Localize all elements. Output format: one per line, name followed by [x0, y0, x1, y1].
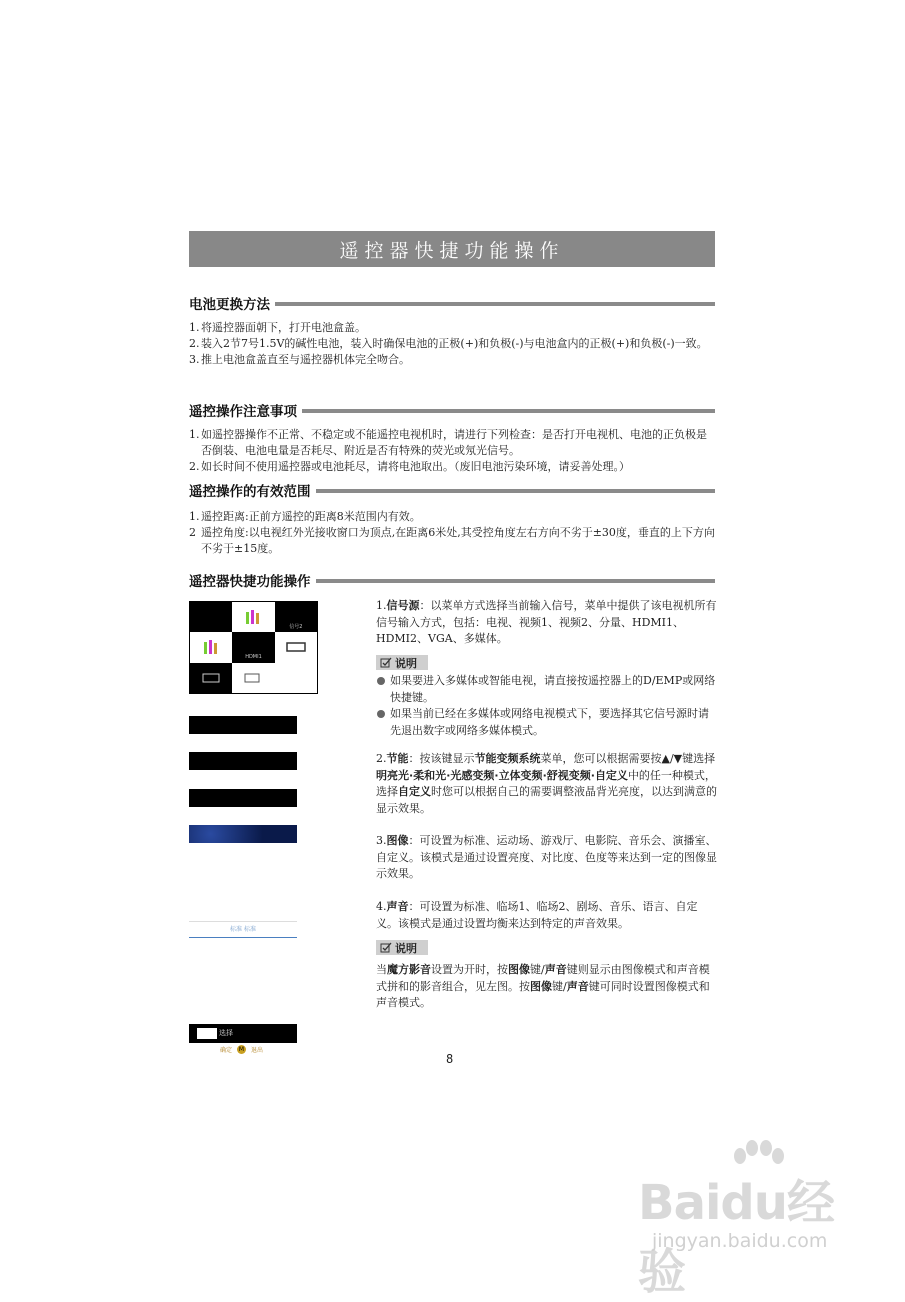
page-title: 遥控器快捷功能操作 [339, 239, 565, 262]
confirm-row [220, 1045, 263, 1054]
select-label: 选择 [219, 1029, 233, 1037]
energy-menu-bar [189, 752, 297, 770]
watermark-brand: Baidu经验 [638, 1175, 834, 1300]
sound-mode-label: 标准 标准 [189, 921, 297, 938]
heading-rule [316, 489, 716, 493]
picture-mode-bar [189, 825, 297, 843]
list-item: 1. 如遥控器操作不正常、不稳定或不能遥控电视机时，请进行下列检查：是否打开电视机、电池的正负极是否倒装、电池电量是否耗尽、附近是否有特殊的荧光或氖光信号。 [189, 428, 707, 457]
grid-cell [190, 663, 232, 693]
page-number: 8 [446, 1052, 454, 1066]
page-title-bar [189, 231, 715, 267]
heading-rule [302, 409, 715, 413]
watermark-url: jingyan.baidu.com [652, 1230, 828, 1252]
section-heading-range [189, 480, 715, 500]
grid-cell-hdmi1: HDMI1 [232, 632, 274, 662]
notice-list [189, 427, 717, 475]
heading-text: 遥控器快捷功能操作 [189, 574, 311, 590]
range-list [189, 509, 717, 557]
select-bar [189, 1024, 297, 1043]
list-item: 如果当前已经在多媒体或网络电视模式下，要选择其它信号源时请先退出数字或网络多媒体模式。 [376, 706, 718, 739]
combo-note-paragraph: 当魔方影音设置为开时，按图像键/声音键则显示由图像模式和声音模式拼和的影音组合，见左图。按图像键/声音键可同时设置图像模式和声音模式。 [376, 963, 710, 1009]
component-icon [242, 672, 264, 684]
grid-cell [232, 602, 274, 632]
list-item: 1. 遥控距离:正前方遥控的距离8米范围内有效。 [189, 510, 421, 523]
confirm-label: 确定 [220, 1047, 233, 1054]
section-heading-notice [189, 400, 715, 420]
section-heading-quick [189, 570, 715, 590]
list-item: 2. 装入2节7号1.5V的碱性电池，装入时确保电池的正极(+)和负极(-)与电池盒内的正极(+)和负极(-)一致。 [189, 337, 708, 350]
hdmi-icon [285, 641, 307, 653]
heading-text: 电池更换方法 [189, 297, 270, 313]
list-item: 1. 将遥控器面朝下，打开电池盒盖。 [189, 321, 366, 334]
note-check-icon [380, 657, 392, 668]
heading-rule [275, 302, 715, 306]
bullet-icon [377, 710, 385, 718]
list-item: 如果要进入多媒体或智能电视，请直接按遥控器上的D/EMP或网络快捷键。 [376, 673, 718, 706]
energy-menu-bar [189, 789, 297, 807]
sound-paragraph: 4.声音：可设置为标准、临场1、临场2、剧场、音乐、语言、自定义。该模式是通过设置均衡来达到特定的声音效果。 [376, 900, 698, 930]
grid-cell-signal2: 信号2 [275, 602, 317, 632]
heading-text: 遥控操作注意事项 [189, 404, 297, 420]
grid-cell [190, 632, 232, 662]
list-item: 3. 推上电池盒盖直至与遥控器机体完全吻合。 [189, 353, 410, 366]
signal-source-paragraph: 1.信号源：以菜单方式选择当前输入信号，菜单中提供了该电视机所有信号输入方式，包括：电视、视频1、视频2、分量、HDMI1、HDMI2、VGA、多媒体。 [376, 599, 717, 645]
select-box [197, 1028, 217, 1039]
grid-cell [232, 663, 274, 693]
multimedia-icon [243, 607, 263, 627]
source-menu-figure [189, 601, 318, 694]
list-item: 2. 如长时间不使用遥控器或电池耗尽，请将电池取出。（废旧电池污染环境，请妥善处理。） [189, 460, 630, 473]
grid-cell [275, 632, 317, 662]
bullet-icon [377, 677, 385, 685]
signal-notes [376, 673, 718, 739]
energy-menu-bar [189, 716, 297, 734]
note-tag: 说明 [376, 940, 428, 955]
vga-icon [200, 672, 222, 684]
grid-cell [190, 602, 232, 632]
list-item: 2 遥控角度:以电视红外光接收窗口为顶点,在距离6米处,其受控角度左右方向不劣于±30度，垂直的上下方向不劣于±15度。 [189, 526, 715, 555]
heading-text: 遥控操作的有效范围 [189, 484, 311, 500]
multimedia-icon [201, 637, 221, 657]
battery-list [189, 320, 717, 368]
picture-paragraph: 3.图像：可设置为标准、运动场、游戏厅、电影院、音乐会、演播室、自定义。该模式是通过设置亮度、对比度、色度等来达到一定的图像显示效果。 [376, 834, 717, 880]
energy-paragraph: 2.节能：按该键显示节能变频系统菜单，您可以根据需要按▲/▼键选择明亮光·柔和光·光感变频·立体变频·舒视变频·自定义中的任一种模式，选择自定义时您可以根据自己的需要调整液晶背光亮度，以达到满意的显示效果。 [376, 752, 717, 815]
exit-label: 退出 [251, 1047, 264, 1054]
heading-rule [316, 579, 716, 583]
section-heading-battery [189, 293, 715, 313]
grid-cell [275, 663, 317, 693]
exit-key-icon: M [238, 1046, 245, 1053]
note-tag: 说明 [376, 655, 428, 670]
note-check-icon [380, 942, 392, 953]
baidu-watermark [638, 1140, 878, 1300]
